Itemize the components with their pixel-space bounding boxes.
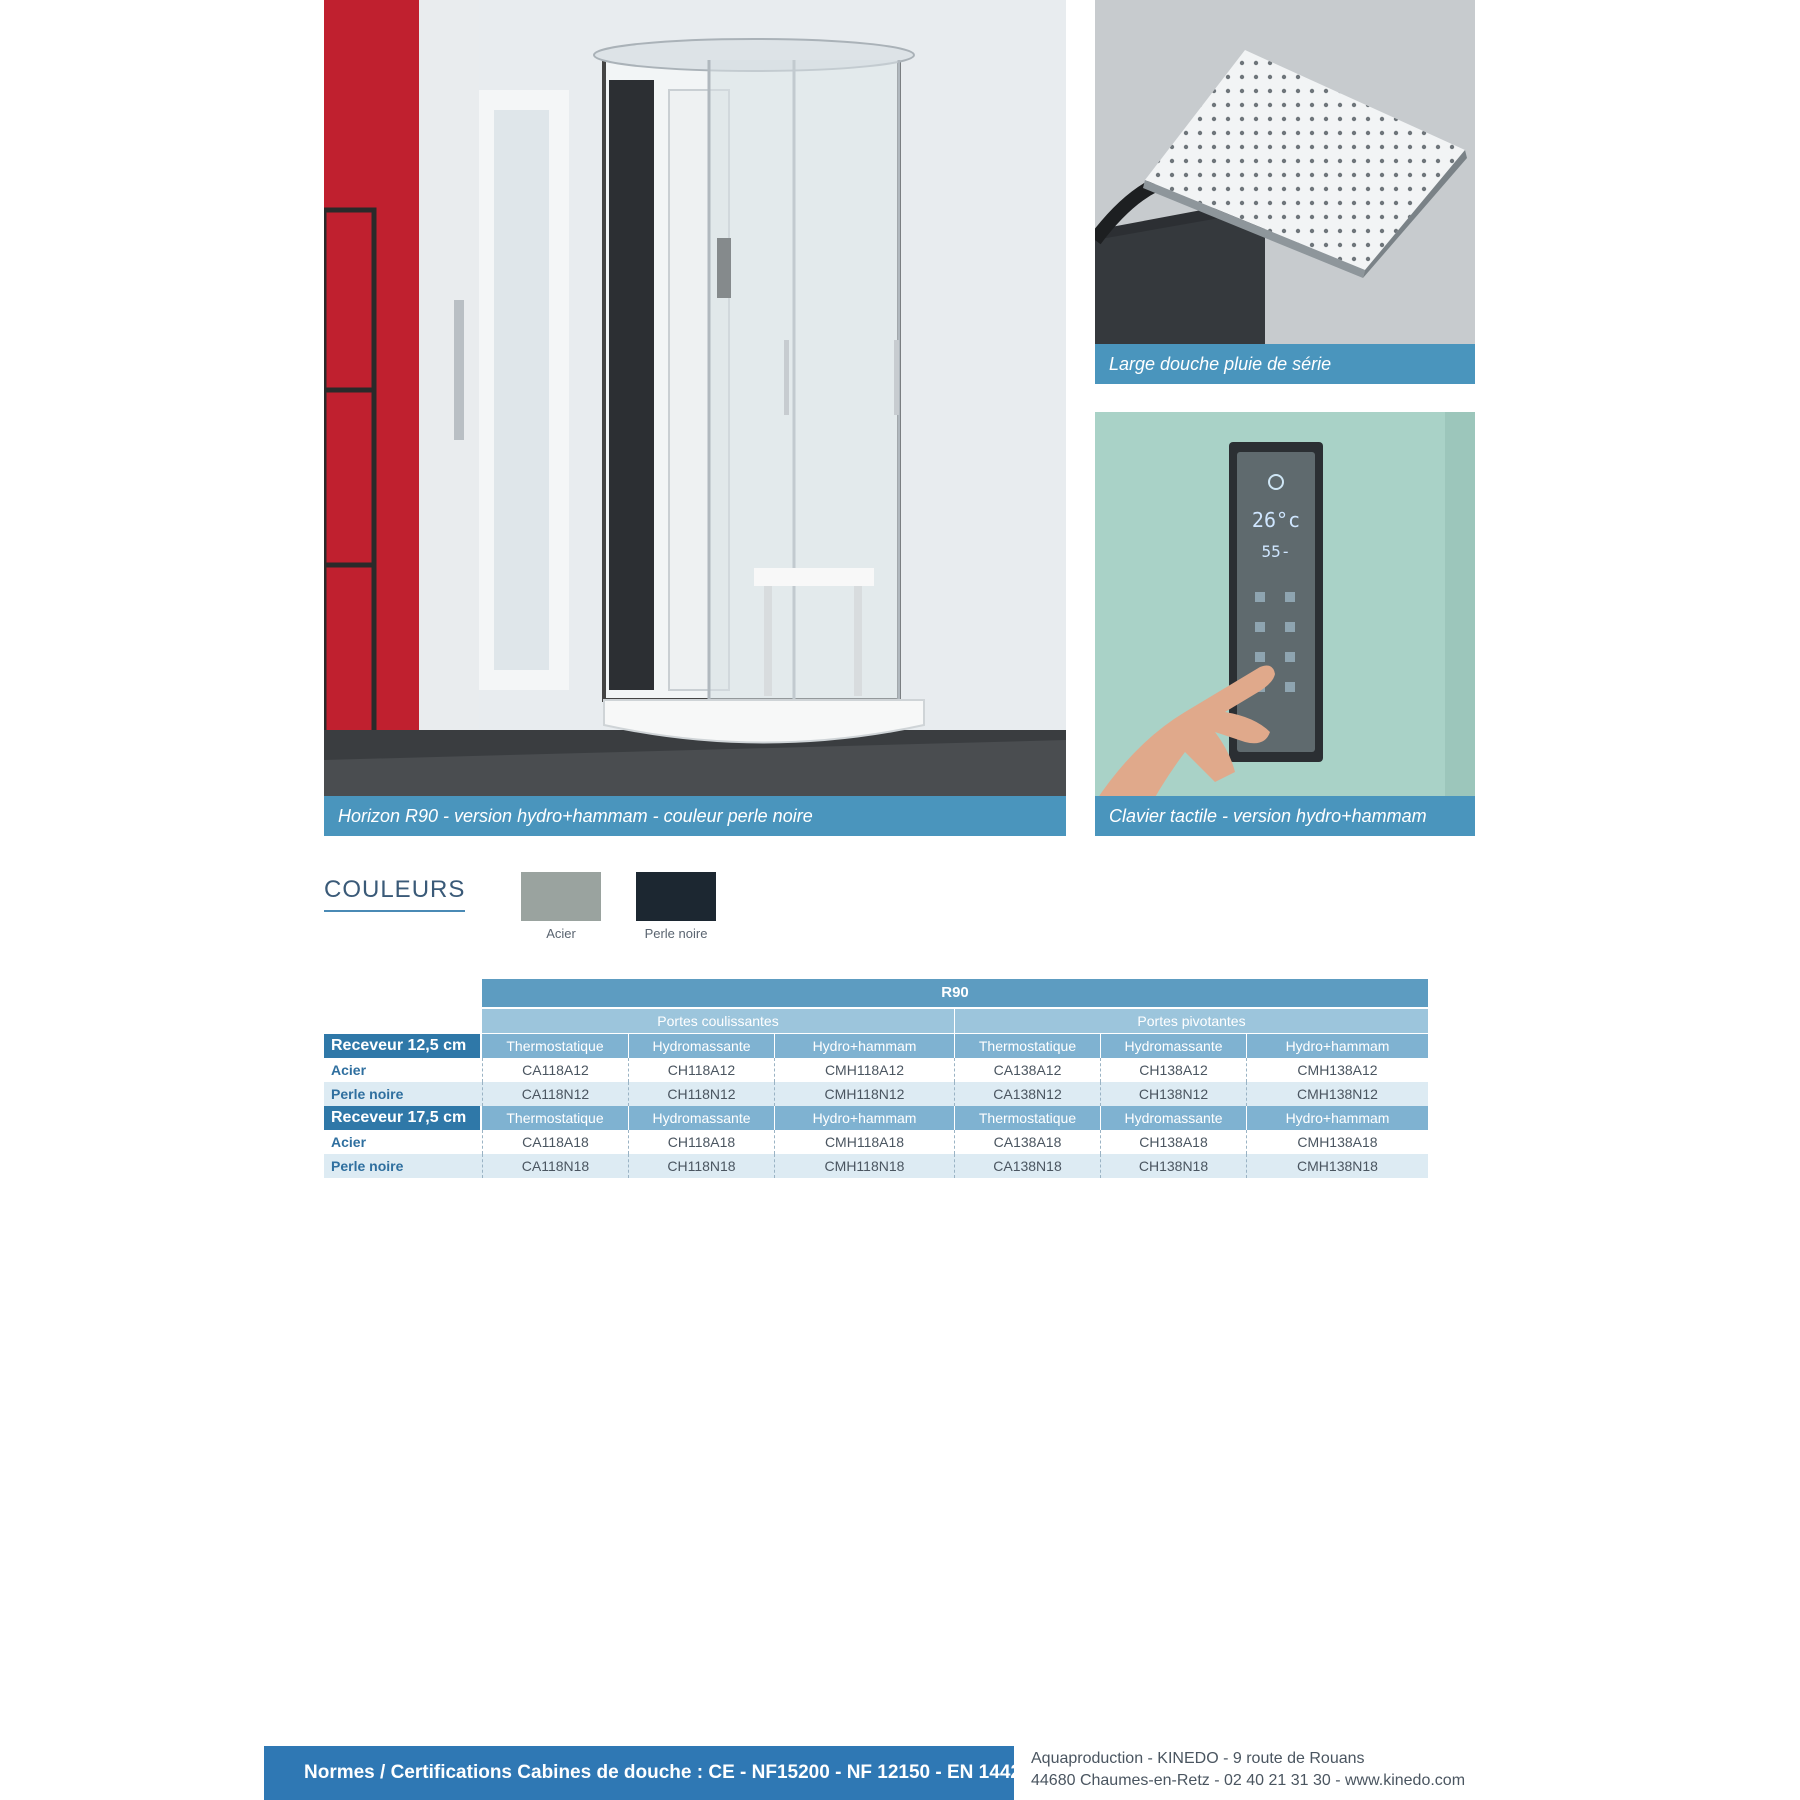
table-cell: CH118N12 — [628, 1082, 774, 1106]
table-cell: CMH118A18 — [774, 1130, 954, 1154]
table-cell: CH138A18 — [1100, 1130, 1246, 1154]
swatch-acier — [521, 872, 601, 921]
touch-keypad-illustration — [1095, 412, 1475, 836]
rain-shower-illustration — [1095, 0, 1475, 384]
section-title-receveur-12-5: Receveur 12,5 cm — [324, 1034, 480, 1058]
swatch-label-acier: Acier — [546, 926, 576, 941]
column-header: Hydromassante — [628, 1034, 774, 1058]
table-cell: CA118N18 — [482, 1154, 628, 1178]
table-cell: CH118A12 — [628, 1058, 774, 1082]
table-cell: CH138N12 — [1100, 1082, 1246, 1106]
row-label-perle-noire: Perle noire — [331, 1086, 404, 1102]
column-header: Thermostatique — [482, 1106, 628, 1130]
table-cell: CA138A18 — [954, 1130, 1100, 1154]
table-cell: CMH118N12 — [774, 1082, 954, 1106]
table-cell: CA138N12 — [954, 1082, 1100, 1106]
column-header: Hydro+hammam — [1246, 1106, 1428, 1130]
table-row — [324, 1082, 1428, 1106]
table-section-row — [324, 1034, 1428, 1058]
group-portes-pivotantes: Portes pivotantes — [954, 1009, 1428, 1033]
table-model-row — [324, 979, 1428, 1003]
table-row — [324, 1154, 1428, 1178]
column-header: Hydro+hammam — [1246, 1034, 1428, 1058]
footer-address-line1: Aquaproduction - KINEDO - 9 route de Rouans — [1031, 1750, 1365, 1767]
table-cell: CA118A18 — [482, 1130, 628, 1154]
group-portes-coulissantes: Portes coulissantes — [482, 1009, 954, 1033]
keypad-display-time: 55- — [1261, 542, 1291, 561]
table-cell: CH118A18 — [628, 1130, 774, 1154]
footer-norms-banner: Normes / Certifications Cabines de douche : CE - NF15200 - NF 12150 - EN 14428 — [264, 1746, 1014, 1800]
caption-rain-shower: Large douche pluie de série — [1095, 344, 1475, 384]
table-cell: CA138N18 — [954, 1154, 1100, 1178]
row-label-perle-noire: Perle noire — [331, 1158, 404, 1174]
table-cell: CH138N18 — [1100, 1154, 1246, 1178]
table-row — [324, 1058, 1428, 1082]
table-cell: CMH138N12 — [1246, 1082, 1428, 1106]
column-header: Hydro+hammam — [774, 1106, 954, 1130]
swatch-perle-noire — [636, 872, 716, 921]
column-header: Thermostatique — [954, 1106, 1100, 1130]
column-header: Hydromassante — [1100, 1106, 1246, 1130]
table-cell: CA118A12 — [482, 1058, 628, 1082]
caption-touch-keypad: Clavier tactile - version hydro+hammam — [1095, 796, 1475, 836]
column-header: Hydromassante — [1100, 1034, 1246, 1058]
footer-address-line2: 44680 Chaumes-en-Retz - 02 40 21 31 30 - www.kinedo.com — [1031, 1772, 1466, 1789]
table-cell: CMH138N18 — [1246, 1154, 1428, 1178]
column-header: Thermostatique — [482, 1034, 628, 1058]
table-group-row — [324, 1009, 1428, 1033]
section-title-receveur-17-5: Receveur 17,5 cm — [324, 1106, 480, 1130]
table-cell: CMH118N18 — [774, 1154, 954, 1178]
photo-rain-shower — [1095, 0, 1475, 384]
column-header: Hydro+hammam — [774, 1034, 954, 1058]
table-row — [324, 1130, 1428, 1154]
caption-main-photo: Horizon R90 - version hydro+hammam - couleur perle noire — [324, 796, 1066, 836]
table-cell: CA138A12 — [954, 1058, 1100, 1082]
table-section-row — [324, 1106, 1428, 1130]
table-cell: CH138A12 — [1100, 1058, 1246, 1082]
table-cell: CA118N12 — [482, 1082, 628, 1106]
row-label-acier: Acier — [331, 1134, 367, 1150]
table-cell: CMH138A18 — [1246, 1130, 1428, 1154]
shower-cabin-illustration — [324, 0, 1066, 836]
photo-shower-cabin — [324, 0, 1066, 836]
swatch-label-perle-noire: Perle noire — [644, 926, 708, 941]
keypad-display-temp: 26°c — [1251, 508, 1301, 532]
table-cell: CMH138A12 — [1246, 1058, 1428, 1082]
column-header: Thermostatique — [954, 1034, 1100, 1058]
table-cell: CH118N18 — [628, 1154, 774, 1178]
row-label-acier: Acier — [331, 1062, 367, 1078]
table-model-title: R90 — [482, 979, 1428, 1007]
colors-heading: COULEURS — [324, 876, 465, 912]
photo-touch-keypad — [1095, 412, 1475, 836]
column-header: Hydromassante — [628, 1106, 774, 1130]
table-cell: CMH118A12 — [774, 1058, 954, 1082]
footer-address — [1031, 1748, 1465, 1792]
